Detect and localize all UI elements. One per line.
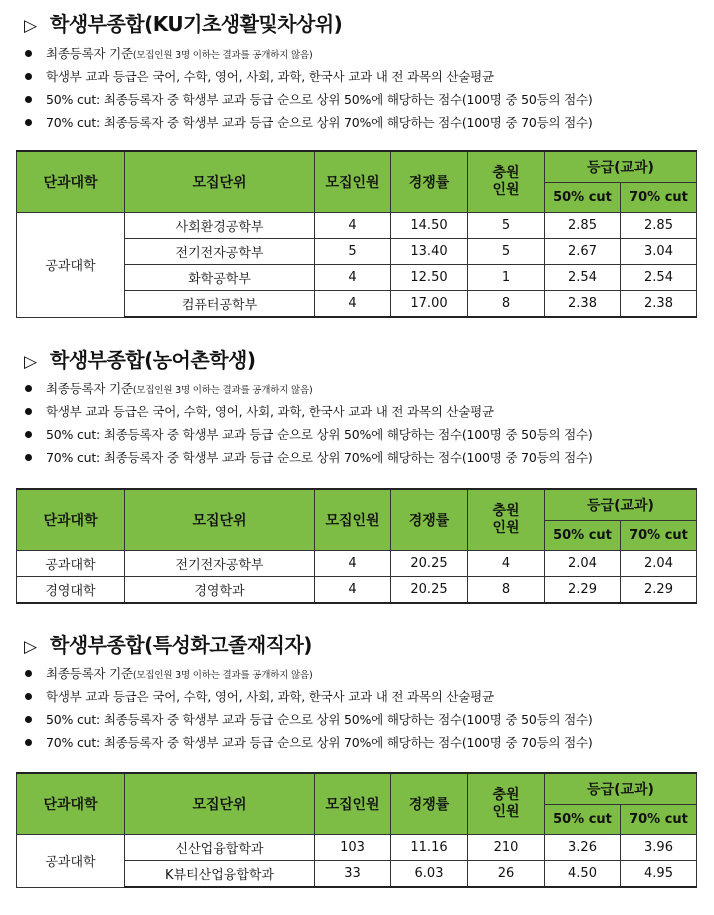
bullet-item: 학생부 교과 등급은 국어, 수학, 영어, 사회, 과학, 한국사 교과 내 전 과목의 산술평균 <box>22 685 702 708</box>
cell-cut70: 2.29 <box>621 577 697 604</box>
header-unit: 모집단위 <box>125 773 315 835</box>
section-title-text: 학생부종합(KU기초생활및차상위) <box>50 12 343 36</box>
cell-quota: 4 <box>315 551 391 577</box>
header-college: 단과대학 <box>17 151 125 213</box>
cell-quota: 5 <box>315 239 391 265</box>
section-title <box>24 9 342 39</box>
header-cut70: 70% cut <box>621 183 697 213</box>
cell-cut70: 3.04 <box>621 239 697 265</box>
cell-quota: 4 <box>315 291 391 318</box>
cell-cut50: 2.54 <box>545 265 621 291</box>
table-row <box>17 551 697 577</box>
cell-college: 경영대학 <box>17 577 125 604</box>
header-grade-group: 등급(교과) <box>545 151 697 183</box>
bullet-dot-icon <box>25 716 32 723</box>
cell-quota: 4 <box>315 213 391 239</box>
cell-ratio: 17.00 <box>391 291 468 318</box>
cell-cut50: 2.29 <box>545 577 621 604</box>
cell-ratio: 20.25 <box>391 551 468 577</box>
cell-ratio: 20.25 <box>391 577 468 604</box>
cell-unit: K뷰티산업융합학과 <box>125 861 315 888</box>
section-title-text: 학생부종합(특성화고졸재직자) <box>50 633 312 657</box>
header-cut50: 50% cut <box>545 183 621 213</box>
bullet-item: 70% cut: 최종등록자 중 학생부 교과 등급 순으로 상위 70%에 해당하는 점수(100명 중 70등의 점수) <box>22 111 702 134</box>
header-extra: 충원 인원 <box>468 489 545 551</box>
header-grade-group: 등급(교과) <box>545 773 697 805</box>
results-table <box>16 150 697 318</box>
bullet-item: 학생부 교과 등급은 국어, 수학, 영어, 사회, 과학, 한국사 교과 내 전 과목의 산술평균 <box>22 400 702 423</box>
bullet-item: 학생부 교과 등급은 국어, 수학, 영어, 사회, 과학, 한국사 교과 내 전 과목의 산술평균 <box>22 65 702 88</box>
bullet-item: 50% cut: 최종등록자 중 학생부 교과 등급 순으로 상위 50%에 해당하는 점수(100명 중 50등의 점수) <box>22 88 702 111</box>
bullet-item: 최종등록자 기준(모집인원 3명 이하는 결과를 공개하지 않음) <box>22 377 702 400</box>
cell-extra: 4 <box>468 551 545 577</box>
cell-quota: 103 <box>315 835 391 861</box>
cell-cut70: 4.95 <box>621 861 697 888</box>
cell-unit: 사회환경공학부 <box>125 213 315 239</box>
section-title <box>24 345 255 375</box>
cell-extra: 8 <box>468 577 545 604</box>
cell-extra: 5 <box>468 213 545 239</box>
bullet-item: 70% cut: 최종등록자 중 학생부 교과 등급 순으로 상위 70%에 해당하는 점수(100명 중 70등의 점수) <box>22 731 702 754</box>
cell-unit: 컴퓨터공학부 <box>125 291 315 318</box>
header-ratio: 경쟁률 <box>391 151 468 213</box>
bullet-item: 50% cut: 최종등록자 중 학생부 교과 등급 순으로 상위 50%에 해당하는 점수(100명 중 50등의 점수) <box>22 423 702 446</box>
header-college: 단과대학 <box>17 489 125 551</box>
header-cut50: 50% cut <box>545 521 621 551</box>
section-title <box>24 630 312 660</box>
cell-cut70: 2.54 <box>621 265 697 291</box>
cell-cut70: 2.04 <box>621 551 697 577</box>
header-unit: 모집단위 <box>125 151 315 213</box>
header-quota: 모집인원 <box>315 489 391 551</box>
table-row <box>17 577 697 604</box>
cell-cut70: 2.38 <box>621 291 697 318</box>
results-table <box>16 488 697 604</box>
cell-ratio: 14.50 <box>391 213 468 239</box>
bullet-dot-icon <box>25 739 32 746</box>
results-table <box>16 772 697 888</box>
triangle-right-icon: ▷ <box>24 16 37 36</box>
cell-extra: 1 <box>468 265 545 291</box>
bullet-dot-icon <box>25 431 32 438</box>
header-ratio: 경쟁률 <box>391 489 468 551</box>
bullet-dot-icon <box>25 96 32 103</box>
bullet-dot-icon <box>25 454 32 461</box>
cell-quota: 4 <box>315 265 391 291</box>
cell-quota: 4 <box>315 577 391 604</box>
cell-unit: 전기전자공학부 <box>125 551 315 577</box>
cell-unit: 화학공학부 <box>125 265 315 291</box>
cell-extra: 26 <box>468 861 545 888</box>
bullet-dot-icon <box>25 119 32 126</box>
bullet-list <box>22 377 702 469</box>
cell-cut50: 4.50 <box>545 861 621 888</box>
section-title-text: 학생부종합(농어촌학생) <box>50 348 256 372</box>
cell-cut70: 2.85 <box>621 213 697 239</box>
cell-extra: 210 <box>468 835 545 861</box>
triangle-right-icon: ▷ <box>24 637 37 657</box>
cell-ratio: 6.03 <box>391 861 468 888</box>
header-quota: 모집인원 <box>315 151 391 213</box>
cell-quota: 33 <box>315 861 391 888</box>
bullet-dot-icon <box>25 50 32 57</box>
table-row <box>17 213 697 239</box>
cell-college: 공과대학 <box>17 213 125 318</box>
cell-cut50: 2.67 <box>545 239 621 265</box>
bullet-dot-icon <box>25 693 32 700</box>
cell-ratio: 13.40 <box>391 239 468 265</box>
header-grade-group: 등급(교과) <box>545 489 697 521</box>
cell-extra: 5 <box>468 239 545 265</box>
bullet-list <box>22 42 702 134</box>
bullet-item: 최종등록자 기준(모집인원 3명 이하는 결과를 공개하지 않음) <box>22 42 702 65</box>
header-cut50: 50% cut <box>545 805 621 835</box>
bullet-dot-icon <box>25 385 32 392</box>
header-quota: 모집인원 <box>315 773 391 835</box>
bullet-dot-icon <box>25 670 32 677</box>
header-ratio: 경쟁률 <box>391 773 468 835</box>
bullet-item: 70% cut: 최종등록자 중 학생부 교과 등급 순으로 상위 70%에 해당하는 점수(100명 중 70등의 점수) <box>22 446 702 469</box>
cell-unit: 전기전자공학부 <box>125 239 315 265</box>
header-cut70: 70% cut <box>621 805 697 835</box>
bullet-item: 50% cut: 최종등록자 중 학생부 교과 등급 순으로 상위 50%에 해당하는 점수(100명 중 50등의 점수) <box>22 708 702 731</box>
cell-extra: 8 <box>468 291 545 318</box>
bullet-dot-icon <box>25 73 32 80</box>
header-cut70: 70% cut <box>621 521 697 551</box>
cell-cut70: 3.96 <box>621 835 697 861</box>
cell-unit: 신산업융합학과 <box>125 835 315 861</box>
cell-ratio: 11.16 <box>391 835 468 861</box>
bullet-item: 최종등록자 기준(모집인원 3명 이하는 결과를 공개하지 않음) <box>22 662 702 685</box>
header-college: 단과대학 <box>17 773 125 835</box>
cell-college: 공과대학 <box>17 835 125 888</box>
header-extra: 충원 인원 <box>468 773 545 835</box>
bullet-list <box>22 662 702 754</box>
cell-unit: 경영학과 <box>125 577 315 604</box>
cell-cut50: 3.26 <box>545 835 621 861</box>
header-unit: 모집단위 <box>125 489 315 551</box>
cell-cut50: 2.85 <box>545 213 621 239</box>
bullet-dot-icon <box>25 408 32 415</box>
table-row <box>17 835 697 861</box>
cell-cut50: 2.38 <box>545 291 621 318</box>
triangle-right-icon: ▷ <box>24 352 37 372</box>
cell-ratio: 12.50 <box>391 265 468 291</box>
cell-cut50: 2.04 <box>545 551 621 577</box>
header-extra: 충원 인원 <box>468 151 545 213</box>
cell-college: 공과대학 <box>17 551 125 577</box>
